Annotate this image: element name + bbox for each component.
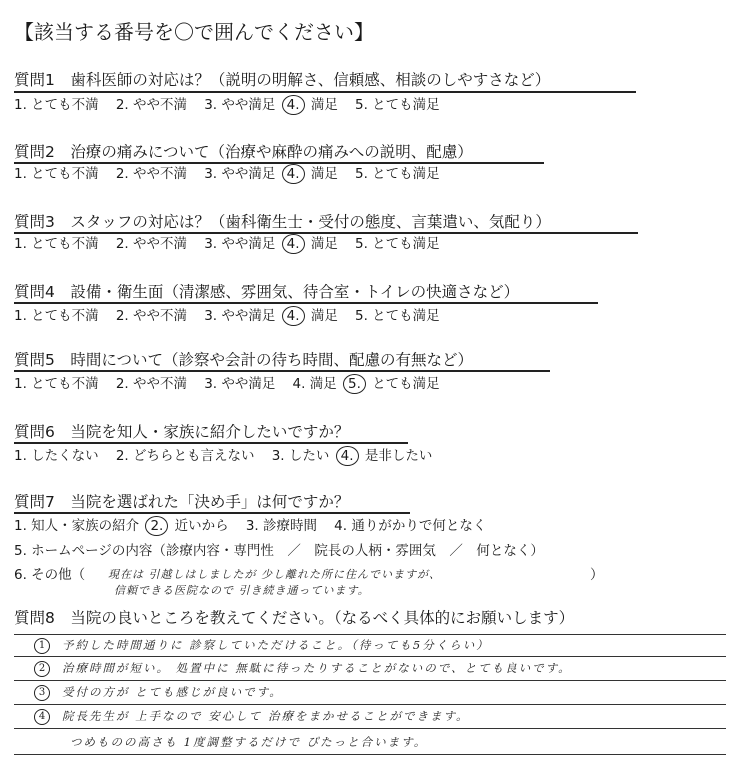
handwritten-answer-1 — [34, 637, 490, 654]
question-3-title: 質問3 スタッフの対応は？（歯科衛生士・受付の態度、言葉遣い、気配り） — [14, 213, 551, 231]
option-3: 3. やや満足 — [204, 236, 276, 252]
answer-rule — [14, 704, 726, 705]
handwritten-other-line-1: 現在は 引越しはしましたが 少し離れた所に住んでいますが、 — [108, 568, 441, 581]
answer-text: 予約した時間通りに 診察していただけること。（待っても5分くらい） — [62, 638, 490, 652]
option-5-label: とても満足 — [372, 376, 440, 392]
option-3: 3. 診療時間 — [245, 518, 317, 534]
answer-rule — [14, 634, 726, 635]
answer-number: 1 — [34, 638, 50, 654]
circled-answer: 4. — [282, 306, 305, 326]
question-7-title: 質問7 当院を選ばれた「決め手」は何ですか？ — [14, 493, 350, 511]
circled-answer: 5. — [343, 374, 366, 394]
option-1: 1. したくない — [14, 448, 99, 464]
answer-number: 3 — [34, 685, 50, 701]
option-1: 1. とても不満 — [14, 236, 99, 252]
option-1: 1. とても不満 — [14, 166, 99, 182]
option-4-label: 満足 — [310, 166, 338, 182]
question-5-title: 質問5 時間について（診察や会計の待ち時間、配慮の有無など） — [14, 351, 474, 369]
question-2-options — [14, 164, 440, 184]
option-1: 1. とても不満 — [14, 308, 99, 324]
option-4-label: 満足 — [310, 97, 338, 113]
question-1-underline — [14, 91, 636, 93]
answer-rule — [14, 680, 726, 681]
question-1-options — [14, 95, 440, 115]
handwritten-answer-4 — [34, 708, 470, 725]
option-2: 2. やや不満 — [115, 236, 188, 252]
question-2-title: 質問2 治療の痛みについて（治療や麻酔の痛みへの説明、配慮） — [14, 143, 473, 161]
question-6-title: 質問6 当院を知人・家族に紹介したいですか？ — [14, 423, 350, 441]
option-2: 2. どちらとも言えない — [115, 448, 255, 464]
option-4: 4. 通りがかりで何となく — [334, 518, 487, 534]
answer-number: 2 — [34, 661, 50, 677]
handwritten-other-line-2: 信頼できる医院なので 引き続き通っています。 — [114, 584, 370, 597]
option-1: 1. とても不満 — [14, 376, 99, 392]
circled-answer: 2. — [145, 516, 168, 536]
answer-rule — [14, 754, 726, 755]
option-3: 3. やや満足 — [204, 97, 276, 113]
option-3: 3. やや満足 — [204, 376, 276, 392]
circled-answer: 4. — [336, 446, 359, 466]
option-2: 2. やや不満 — [115, 308, 188, 324]
option-3: 3. したい — [271, 448, 330, 464]
question-7-underline — [14, 512, 410, 514]
question-6-options — [14, 446, 432, 466]
question-4-title: 質問4 設備・衛生面（清潔感、雰囲気、待合室・トイレの快適さなど） — [14, 283, 520, 301]
option-5: 5. とても満足 — [355, 236, 440, 252]
page-header: 【該当する番号を〇で囲んでください】 — [14, 20, 374, 44]
option-1: 1. とても不満 — [14, 97, 99, 113]
question-1-title: 質問1 歯科医師の対応は？（説明の明解さ、信頼感、相談のしやすさなど） — [14, 71, 551, 89]
question-8-title: 質問8 当院の良いところを教えてください。（なるべく具体的にお願いします） — [14, 609, 575, 627]
question-5-options — [14, 374, 440, 394]
question-7-option-6-close: ） — [590, 567, 604, 583]
option-3: 3. やや満足 — [204, 166, 276, 182]
option-5: 5. とても満足 — [355, 97, 440, 113]
answer-rule — [14, 656, 726, 657]
option-4-label: 満足 — [310, 308, 338, 324]
option-2: 2. やや不満 — [115, 166, 188, 182]
option-4-label: 満足 — [310, 236, 338, 252]
option-2: 2. やや不満 — [115, 376, 188, 392]
answer-rule — [14, 728, 726, 729]
option-2: 2. やや不満 — [115, 97, 188, 113]
answer-text: 治療時間が短い。 処置中に 無駄に待ったりすることがないので、とても良いです。 — [62, 661, 572, 675]
question-7-option-5: 5. ホームページの内容（診療内容・専門性 ／ 院長の人柄・雰囲気 ／ 何となく） — [14, 543, 544, 559]
handwritten-answer-continued: つめものの高さも 1度調整するだけで ぴたっと合います。 — [70, 735, 428, 749]
option-2-label: 近いから — [174, 518, 229, 534]
circled-answer: 4. — [282, 95, 305, 115]
question-4-underline — [14, 302, 598, 304]
answer-text: 受付の方が とても感じが良いです。 — [62, 685, 283, 699]
question-4-options — [14, 306, 440, 326]
question-7-option-6-label: 6. その他（ — [14, 567, 86, 583]
circled-answer: 4. — [282, 234, 305, 254]
option-5: 5. とても満足 — [355, 308, 440, 324]
question-7-options-row1 — [14, 516, 486, 536]
question-3-options — [14, 234, 440, 254]
option-5: 5. とても満足 — [355, 166, 440, 182]
answer-text: 院長先生が 上手なので 安心して 治療をまかせることができます。 — [62, 709, 470, 723]
handwritten-answer-3 — [34, 684, 283, 701]
question-6-underline — [14, 442, 408, 444]
circled-answer: 4. — [282, 164, 305, 184]
question-5-underline — [14, 370, 550, 372]
handwritten-answer-2 — [34, 660, 572, 677]
option-4: 4. 満足 — [292, 376, 337, 392]
answer-number: 4 — [34, 709, 50, 725]
option-4-label: 是非したい — [364, 448, 433, 464]
option-3: 3. やや満足 — [204, 308, 276, 324]
option-1: 1. 知人・家族の紹介 — [14, 518, 140, 534]
